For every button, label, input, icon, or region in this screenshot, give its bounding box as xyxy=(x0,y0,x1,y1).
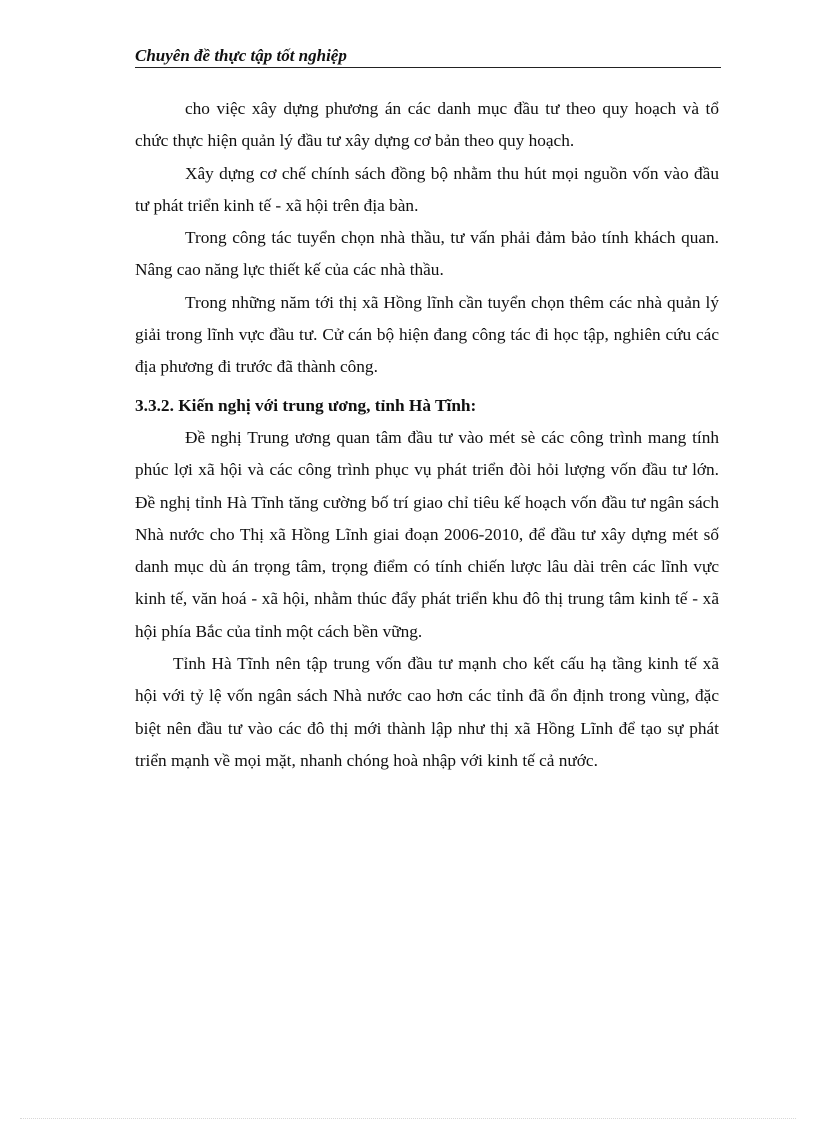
section-paragraph-2: Tỉnh Hà Tĩnh nên tập trung vốn đầu tư mạnh cho kết cấu hạ tầng kinh tế xã hội với tỷ lệ vốn ngân sách Nhà nước cao hơn các tỉnh đã ổn định trong vùng, đặc biệt nên đầu tư vào các đô thị mới thành lập như thị xã Hồng Lĩnh để tạo sự phát triển mạnh về mọi mặt, nhanh chóng hoà nhập với kinh tế cả nước. xyxy=(135,654,719,770)
paragraph-1: cho việc xây dựng phương án các danh mục đầu tư theo quy hoạch và tổ chức thực hiện quản lý đầu tư xây dựng cơ bản theo quy hoạch. xyxy=(135,99,719,151)
document-body xyxy=(135,93,719,777)
section-heading: 3.3.2. Kiến nghị với trung ương, tỉnh Hà Tĩnh: xyxy=(135,395,477,415)
section-paragraph-1: Đề nghị Trung ương quan tâm đầu tư vào mét sè các công trình mang tính phúc lợi xã hội và các công trình phục vụ phát triển đòi hỏi lượng vốn đầu tư lớn. Đề nghị tỉnh Hà Tĩnh tăng cường bố trí giao chỉ tiêu kế hoạch vốn đầu tư ngân sách Nhà nước cho Thị xã Hồng Lĩnh giai đoạn 2006-2010, để đầu tư xây dựng mét số danh mục dù án trọng tâm, trọng điểm có tính chiến lược lâu dài trên các lĩnh vực kinh tế, văn hoá - xã hội, nhằm thúc đẩy phát triển khu đô thị trung tâm kinh tế - xã hội phía Bắc của tỉnh một cách bền vững. xyxy=(135,427,719,641)
paragraph-3: Trong công tác tuyển chọn nhà thầu, tư vấn phải đảm bảo tính khách quan. Nâng cao năng lực thiết kế của các nhà thầu. xyxy=(135,228,719,280)
paragraph-2: Xây dựng cơ chế chính sách đồng bộ nhằm thu hút mọi nguồn vốn vào đầu tư phát triển kinh tế - xã hội trên địa bàn. xyxy=(135,163,719,215)
page-bottom-divider xyxy=(20,1118,796,1119)
page-header-title: Chuyên đề thực tập tốt nghiệp xyxy=(135,46,721,68)
paragraph-4: Trong những năm tới thị xã Hồng lĩnh cần tuyển chọn thêm các nhà quản lý giải trong lĩnh vực đầu tư. Cử cán bộ hiện đang công tác đi học tập, nghiên cứu các địa phương đi trước đã thành công. xyxy=(135,292,719,377)
